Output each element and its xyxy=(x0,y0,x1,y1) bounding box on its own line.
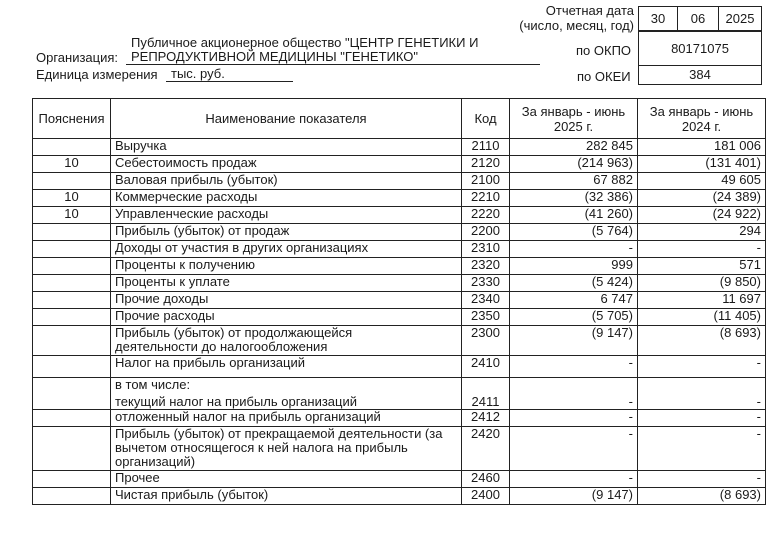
row-previous: - xyxy=(638,356,766,378)
row-name: Доходы от участия в других организациях xyxy=(111,241,462,258)
col-previous-line2: 2024 г. xyxy=(681,118,722,134)
okei-value: 384 xyxy=(689,67,711,82)
row-current: - xyxy=(510,471,638,488)
row-current: (214 963) xyxy=(510,156,638,173)
row-note xyxy=(33,139,111,156)
okpo-box xyxy=(638,31,762,66)
table-row xyxy=(33,173,766,190)
row-code: 2340 xyxy=(462,292,510,309)
row-name-line2: деятельности до налогообложения xyxy=(115,339,328,354)
row-current: (9 147) xyxy=(510,488,638,505)
month-box xyxy=(677,6,719,31)
row-code: 2310 xyxy=(462,241,510,258)
period-label-line1: Отчетная дата xyxy=(545,3,634,18)
table-row xyxy=(33,471,766,488)
row-current: (9 147) xyxy=(510,326,638,356)
unit-value: тыс. руб. xyxy=(171,66,225,81)
row-note xyxy=(33,471,111,488)
row-name xyxy=(111,427,462,471)
row-previous: (24 922) xyxy=(638,207,766,224)
row-code: 2460 xyxy=(462,471,510,488)
row-note xyxy=(33,241,111,258)
col-previous-line1: За январь - июнь xyxy=(649,103,754,119)
table-row xyxy=(33,190,766,207)
table-row xyxy=(33,241,766,258)
row-previous: - xyxy=(638,427,766,471)
row-previous: - xyxy=(638,410,766,427)
row-name-line1: в том числе: xyxy=(115,377,191,392)
row-name: Выручка xyxy=(111,139,462,156)
col-current-header xyxy=(510,99,638,139)
row-name-line2: вычетом относящегося к ней налога на прибыль xyxy=(115,440,408,455)
day-value: 30 xyxy=(650,11,666,26)
row-note xyxy=(33,309,111,326)
row-note xyxy=(33,224,111,241)
row-name: Себестоимость продаж xyxy=(111,156,462,173)
period-label xyxy=(516,3,634,33)
row-current: - xyxy=(510,427,638,471)
row-current: 6 747 xyxy=(510,292,638,309)
row-previous: - xyxy=(638,378,766,410)
row-code: 2120 xyxy=(462,156,510,173)
row-name-line2: текущий налог на прибыль организаций xyxy=(115,394,357,409)
row-code: 2410 xyxy=(462,356,510,378)
row-name: Проценты к получению xyxy=(111,258,462,275)
org-underline xyxy=(126,64,540,65)
row-note xyxy=(33,410,111,427)
table-row xyxy=(33,488,766,505)
row-name: Чистая прибыль (убыток) xyxy=(111,488,462,505)
row-current: - xyxy=(510,378,638,410)
row-current: 999 xyxy=(510,258,638,275)
table-row xyxy=(33,292,766,309)
row-current: - xyxy=(510,241,638,258)
row-name-line1: Прибыль (убыток) от продолжающейся xyxy=(115,325,353,340)
row-previous: (8 693) xyxy=(638,488,766,505)
row-note xyxy=(33,258,111,275)
table-row xyxy=(33,410,766,427)
row-previous: (8 693) xyxy=(638,326,766,356)
row-previous: - xyxy=(638,241,766,258)
row-previous: 571 xyxy=(638,258,766,275)
row-current: 282 845 xyxy=(510,139,638,156)
row-note xyxy=(33,378,111,410)
row-name: Прочие расходы xyxy=(111,309,462,326)
table-row xyxy=(33,427,766,471)
okpo-label: по ОКПО xyxy=(576,43,632,58)
row-note xyxy=(33,356,111,378)
row-note xyxy=(33,173,111,190)
table-row xyxy=(33,326,766,356)
row-previous: 49 605 xyxy=(638,173,766,190)
row-current: (5 424) xyxy=(510,275,638,292)
row-name: отложенный налог на прибыль организаций xyxy=(111,410,462,427)
row-name: Налог на прибыль организаций xyxy=(111,356,462,378)
year-value: 2025 xyxy=(725,11,755,26)
row-current: (41 260) xyxy=(510,207,638,224)
row-code: 2420 xyxy=(462,427,510,471)
table-row xyxy=(33,258,766,275)
row-name: Управленческие расходы xyxy=(111,207,462,224)
row-code: 2400 xyxy=(462,488,510,505)
org-name-line1: Публичное акционерное общество "ЦЕНТР ГЕНЕТИКИ И xyxy=(131,35,479,50)
row-name: Проценты к уплате xyxy=(111,275,462,292)
col-previous-header xyxy=(638,99,766,139)
row-current: - xyxy=(510,410,638,427)
row-name: Прочие доходы xyxy=(111,292,462,309)
row-code: 2320 xyxy=(462,258,510,275)
col-code-header: Код xyxy=(462,99,510,139)
table-row xyxy=(33,224,766,241)
row-code: 2220 xyxy=(462,207,510,224)
table-row xyxy=(33,378,766,410)
day-box xyxy=(638,6,678,31)
table-row xyxy=(33,156,766,173)
row-name-line1: Прибыль (убыток) от прекращаемой деятельности (за xyxy=(115,426,443,441)
row-code: 2110 xyxy=(462,139,510,156)
row-note: 10 xyxy=(33,190,111,207)
row-code: 2411 xyxy=(462,378,510,410)
col-notes-header: Пояснения xyxy=(33,99,111,139)
row-previous: - xyxy=(638,471,766,488)
row-current: (5 705) xyxy=(510,309,638,326)
unit-underline xyxy=(166,81,293,82)
row-name: Коммерческие расходы xyxy=(111,190,462,207)
table-row xyxy=(33,309,766,326)
month-value: 06 xyxy=(690,11,706,26)
row-note xyxy=(33,292,111,309)
year-box xyxy=(718,6,762,31)
row-previous: (131 401) xyxy=(638,156,766,173)
row-note: 10 xyxy=(33,156,111,173)
financial-results-table xyxy=(32,98,766,505)
row-previous: (11 405) xyxy=(638,309,766,326)
row-current: (5 764) xyxy=(510,224,638,241)
row-name-line3: организаций) xyxy=(115,454,196,469)
row-current: - xyxy=(510,356,638,378)
row-note xyxy=(33,427,111,471)
unit-label: Единица измерения xyxy=(36,67,158,82)
row-code: 2412 xyxy=(462,410,510,427)
row-previous: 294 xyxy=(638,224,766,241)
row-code: 2300 xyxy=(462,326,510,356)
okpo-value: 80171075 xyxy=(671,41,729,56)
row-code: 2210 xyxy=(462,190,510,207)
row-note xyxy=(33,275,111,292)
row-name: Прочее xyxy=(111,471,462,488)
okei-label: по ОКЕИ xyxy=(577,69,631,84)
row-note xyxy=(33,488,111,505)
row-previous: (24 389) xyxy=(638,190,766,207)
table-row xyxy=(33,207,766,224)
col-current-line2: 2025 г. xyxy=(553,118,594,134)
row-name xyxy=(111,378,462,410)
row-current: 67 882 xyxy=(510,173,638,190)
row-code: 2100 xyxy=(462,173,510,190)
row-name xyxy=(111,326,462,356)
row-note xyxy=(33,326,111,356)
row-name: Валовая прибыль (убыток) xyxy=(111,173,462,190)
row-previous: 181 006 xyxy=(638,139,766,156)
org-name-line2: РЕПРОДУКТИВНОЙ МЕДИЦИНЫ "ГЕНЕТИКО" xyxy=(131,49,419,64)
okei-box xyxy=(638,65,762,85)
org-label: Организация: xyxy=(36,50,119,65)
period-label-line2: (число, месяц, год) xyxy=(519,18,634,33)
row-previous: 11 697 xyxy=(638,292,766,309)
table-row xyxy=(33,139,766,156)
table-header-row xyxy=(33,99,766,139)
row-note: 10 xyxy=(33,207,111,224)
row-code: 2330 xyxy=(462,275,510,292)
col-indicator-header: Наименование показателя xyxy=(111,99,462,139)
table-row xyxy=(33,275,766,292)
table-row xyxy=(33,356,766,378)
row-code: 2350 xyxy=(462,309,510,326)
row-code: 2200 xyxy=(462,224,510,241)
row-previous: (9 850) xyxy=(638,275,766,292)
col-current-line1: За январь - июнь xyxy=(521,103,626,119)
row-current: (32 386) xyxy=(510,190,638,207)
row-name: Прибыль (убыток) от продаж xyxy=(111,224,462,241)
